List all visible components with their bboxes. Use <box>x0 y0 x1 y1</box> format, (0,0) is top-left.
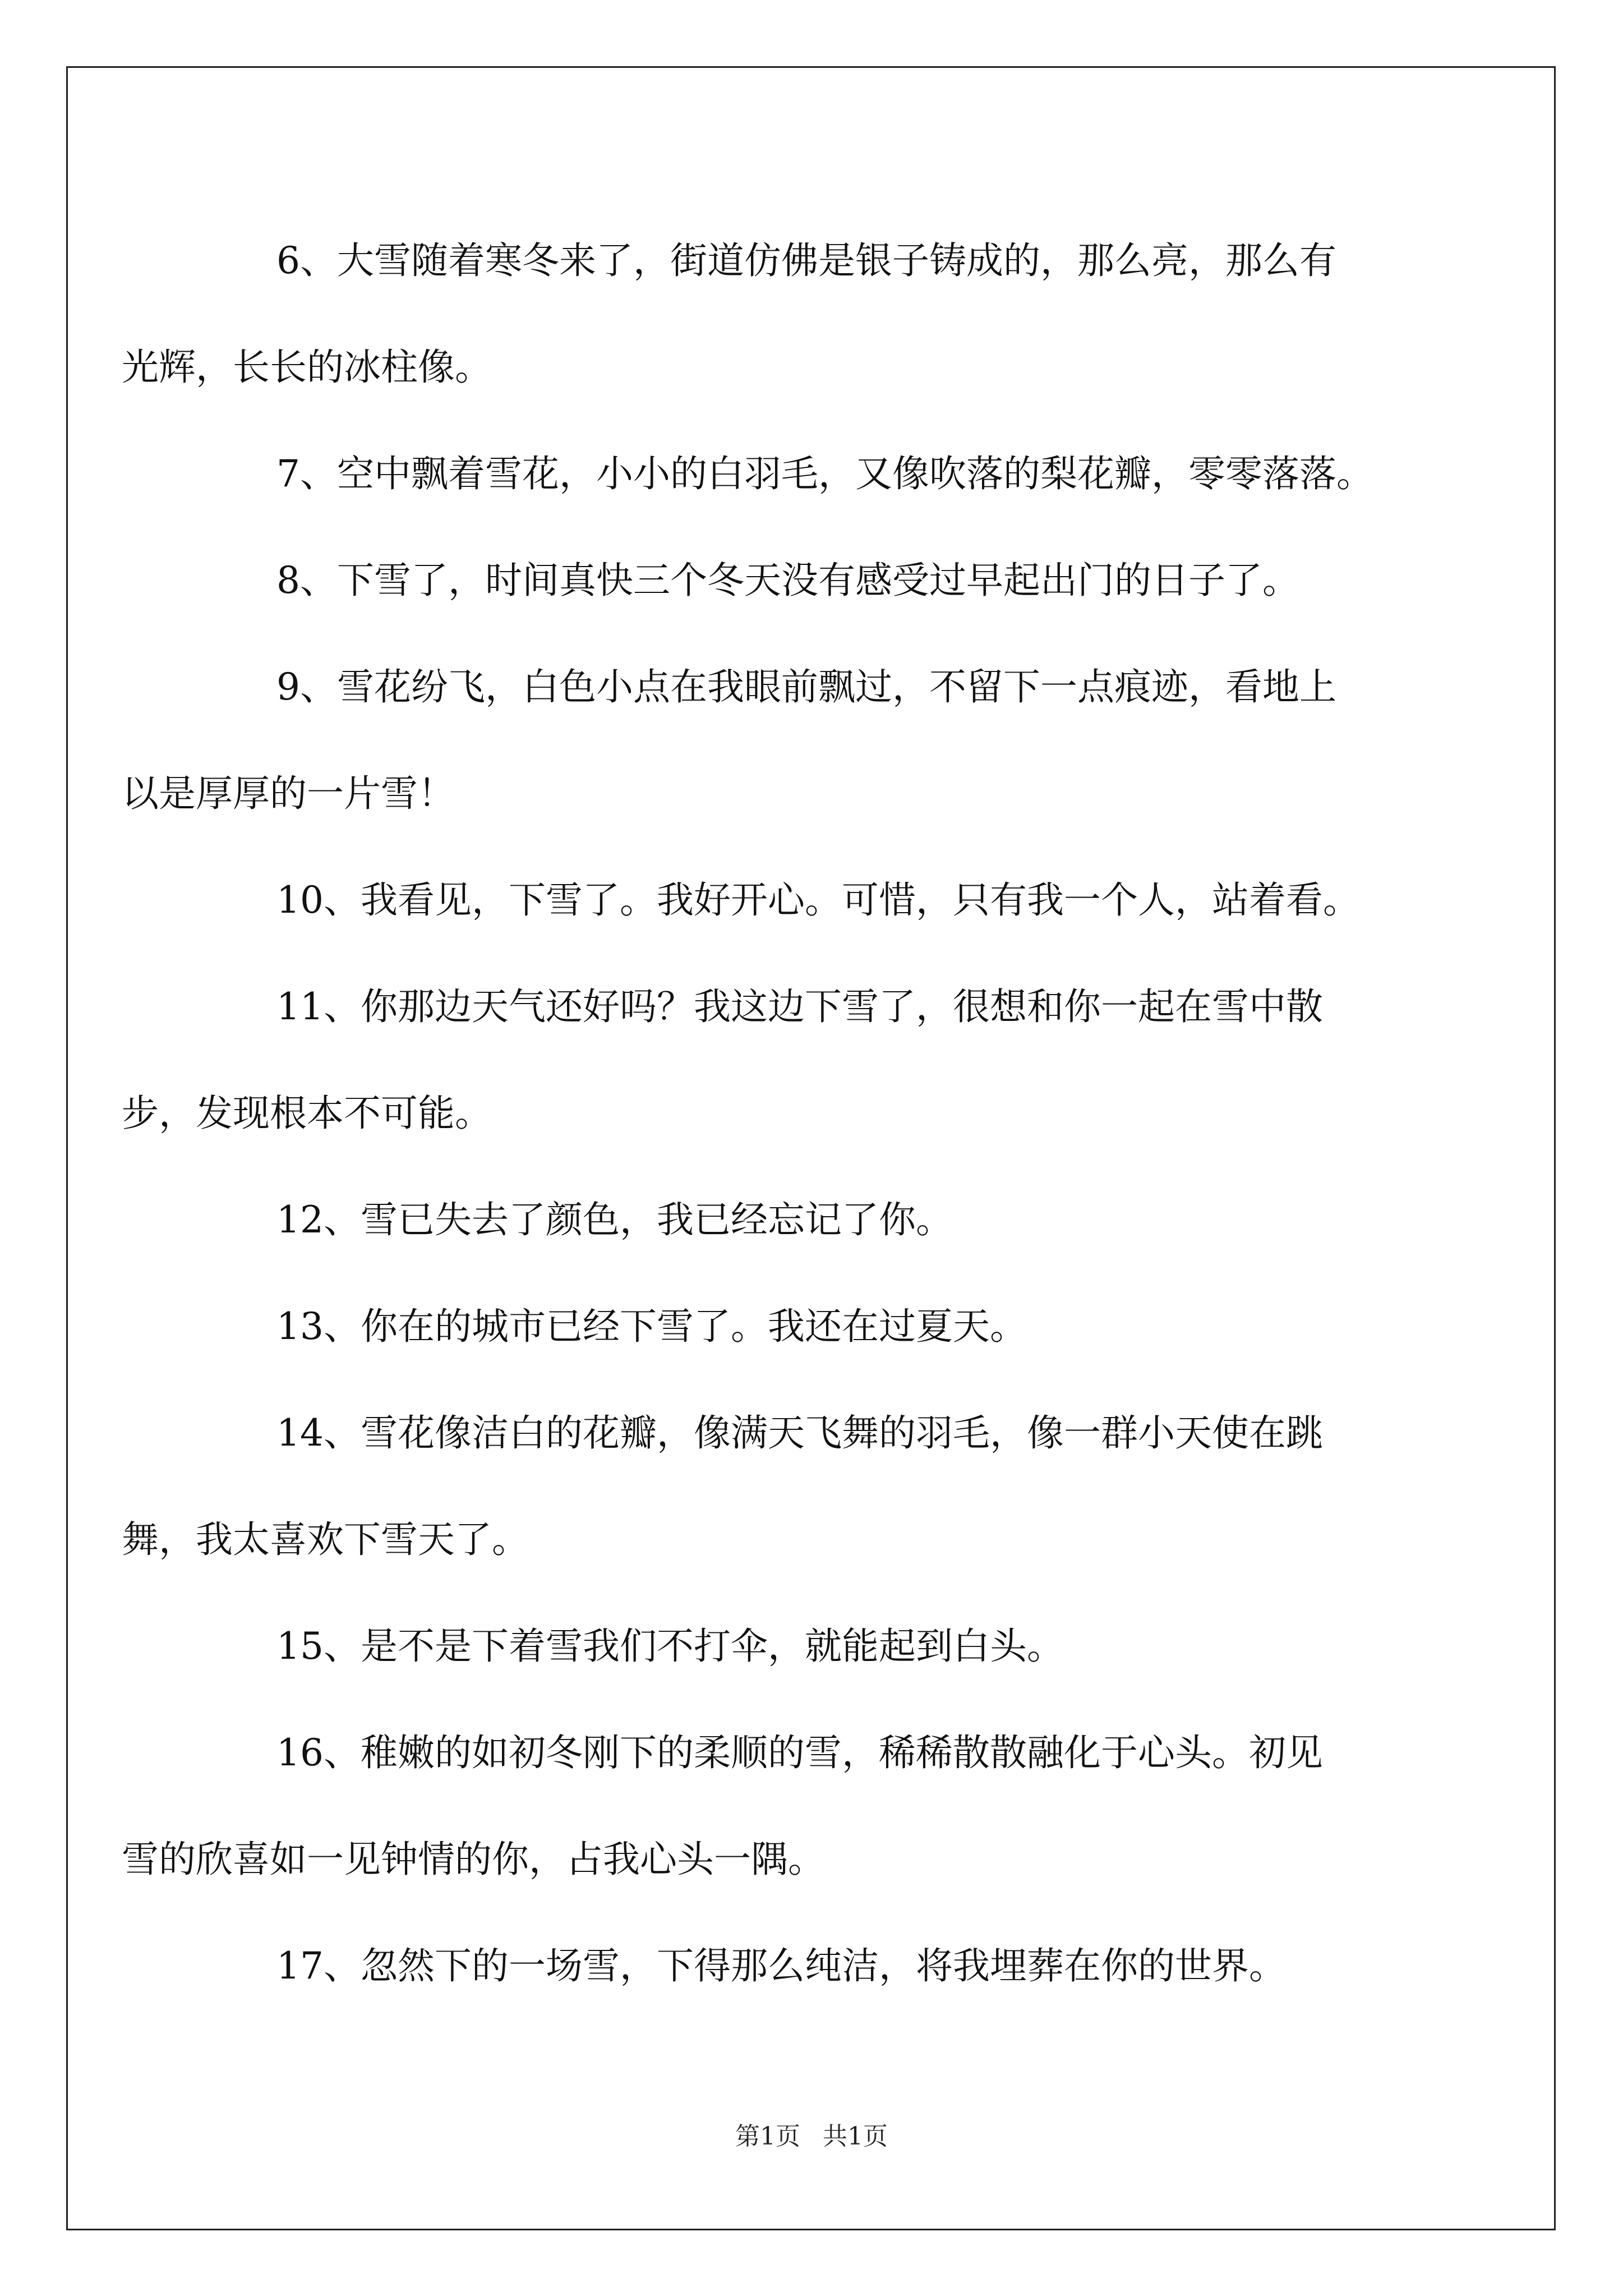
paragraph-10 <box>199 847 1433 954</box>
paragraph-line: 13、你在的城市已经下雪了。我还在过夏天。 <box>276 1305 1027 1348</box>
paragraph-line: 光辉，长长的冰柱像。 <box>122 346 492 389</box>
paragraph-8 <box>199 527 1433 634</box>
paragraph-line: 舞，我太喜欢下雪天了。 <box>122 1518 529 1561</box>
paragraph-16 <box>122 1700 1433 1913</box>
paragraph-line: 6、大雪随着寒冬来了，街道仿佛是银子铸成的，那么亮，那么有 <box>276 239 1336 282</box>
paragraph-line: 8、下雪了，时间真快三个冬天没有感受过早起出门的日子了。 <box>276 559 1299 602</box>
paragraph-line: 12、雪已失去了颜色，我已经忘记了你。 <box>276 1198 953 1241</box>
paragraph-11 <box>122 954 1433 1167</box>
paragraph-line: 11、你那边天气还好吗？我这边下雪了，很想和你一起在雪中散 <box>276 985 1323 1028</box>
paragraph-line: 以是厚厚的一片雪！ <box>122 772 455 815</box>
paragraph-17 <box>199 1913 1433 2019</box>
paragraph-line: 雪的欣喜如一见钟情的你，占我心头一隅。 <box>122 1838 825 1881</box>
paragraph-line: 15、是不是下着雪我们不打伞，就能起到白头。 <box>276 1625 1064 1668</box>
page-footer <box>0 2116 1623 2152</box>
paragraph-line: 10、我看见，下雪了。我好开心。可惜，只有我一个人，站着看。 <box>276 878 1360 922</box>
paragraph-9 <box>122 634 1433 847</box>
paragraph-13 <box>199 1273 1433 1380</box>
paragraph-line: 7、空中飘着雪花，小小的白羽毛，又像吹落的梨花瓣，零零落落。 <box>276 452 1373 495</box>
paragraph-6 <box>122 208 1433 421</box>
paragraph-line: 9、雪花纷飞，白色小点在我眼前飘过，不留下一点痕迹，看地上 <box>276 665 1336 708</box>
paragraph-12 <box>199 1167 1433 1273</box>
paragraph-line: 步，发现根本不可能。 <box>122 1092 492 1135</box>
document-body <box>122 208 1433 2019</box>
page-number: 第1页 <box>735 2122 800 2151</box>
paragraph-14 <box>122 1380 1433 1593</box>
paragraph-line: 16、稚嫩的如初冬刚下的柔顺的雪，稀稀散散融化于心头。初见 <box>276 1731 1323 1774</box>
paragraph-line: 17、忽然下的一场雪，下得那么纯洁，将我埋葬在你的世界。 <box>276 1944 1286 1987</box>
paragraph-7 <box>199 421 1433 527</box>
paragraph-line: 14、雪花像洁白的花瓣，像满天飞舞的羽毛，像一群小天使在跳 <box>276 1411 1323 1455</box>
paragraph-15 <box>199 1593 1433 1700</box>
page-total: 共1页 <box>823 2122 888 2151</box>
